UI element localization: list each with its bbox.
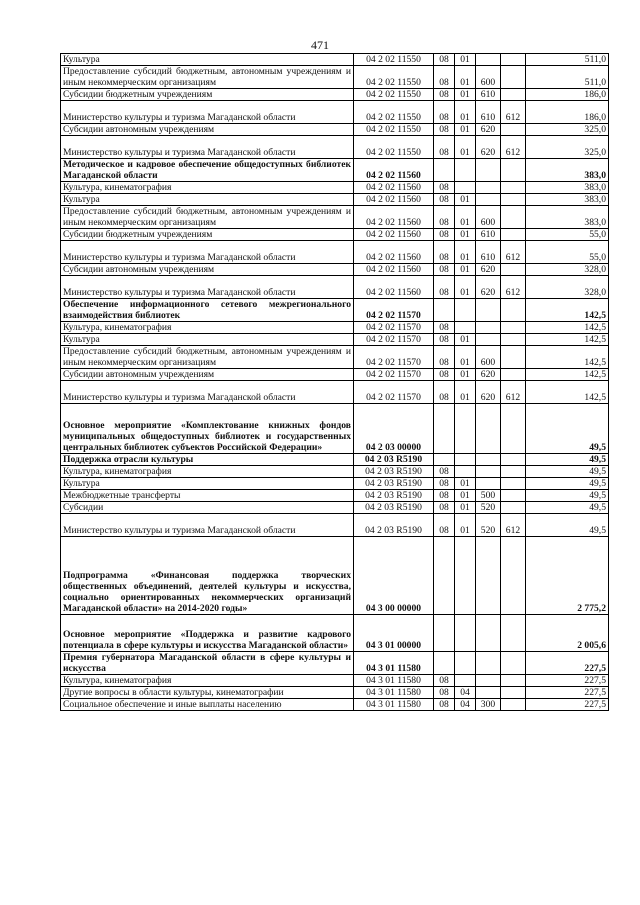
- row-name: Культура, кинематография: [61, 466, 354, 478]
- row-subsection: 01: [455, 101, 476, 124]
- row-code: 04 3 01 11580: [354, 699, 434, 711]
- table-row: [61, 241, 609, 264]
- row-sum: 2 005,6: [526, 615, 609, 652]
- row-subsection: 04: [455, 687, 476, 699]
- table-row: [61, 334, 609, 346]
- row-code: 04 2 02 11550: [354, 66, 434, 89]
- row-ministry-code: [501, 466, 526, 478]
- row-subsection: 01: [455, 264, 476, 276]
- row-code: 04 2 02 11550: [354, 136, 434, 159]
- row-subsection: 04: [455, 699, 476, 711]
- row-expense-type: 620: [476, 264, 501, 276]
- row-subsection: 01: [455, 124, 476, 136]
- row-expense-type: 520: [476, 502, 501, 514]
- row-ministry-code: 612: [501, 136, 526, 159]
- row-ministry-code: [501, 299, 526, 322]
- row-subsection: 01: [455, 54, 476, 66]
- row-section: 08: [434, 381, 455, 404]
- row-name: Министерство культуры и туризма Магаданской области: [61, 101, 354, 124]
- row-sum: 49,5: [526, 514, 609, 537]
- row-ministry-code: [501, 490, 526, 502]
- row-ministry-code: 612: [501, 276, 526, 299]
- row-ministry-code: 612: [501, 514, 526, 537]
- row-section: 08: [434, 264, 455, 276]
- row-sum: 383,0: [526, 182, 609, 194]
- row-section: 08: [434, 490, 455, 502]
- row-subsection: [455, 537, 476, 615]
- row-section: 08: [434, 182, 455, 194]
- row-code: 04 2 02 11570: [354, 322, 434, 334]
- row-expense-type: [476, 404, 501, 454]
- row-name: Субсидии: [61, 502, 354, 514]
- row-subsection: [455, 652, 476, 675]
- table-row: [61, 502, 609, 514]
- row-name: Поддержка отрасли культуры: [61, 454, 354, 466]
- row-section: 08: [434, 241, 455, 264]
- row-code: 04 3 01 11580: [354, 652, 434, 675]
- row-expense-type: 620: [476, 124, 501, 136]
- table-row: [61, 699, 609, 711]
- table-row: [61, 136, 609, 159]
- row-sum: 227,5: [526, 687, 609, 699]
- row-code: 04 2 02 11560: [354, 182, 434, 194]
- row-ministry-code: [501, 54, 526, 66]
- row-expense-type: [476, 675, 501, 687]
- row-name: Субсидии автономным учреждениям: [61, 264, 354, 276]
- table-row: [61, 687, 609, 699]
- row-ministry-code: [501, 182, 526, 194]
- row-sum: 55,0: [526, 241, 609, 264]
- row-name: Подпрограмма «Финансовая поддержка творческих общественных объединений, деятелей культуры и искусства, социально ориентированных некоммерческих организаций Магаданской области» на 2014-2020 годы»: [61, 537, 354, 615]
- table-row: [61, 381, 609, 404]
- row-sum: 49,5: [526, 490, 609, 502]
- row-code: 04 2 02 11560: [354, 264, 434, 276]
- row-expense-type: [476, 687, 501, 699]
- row-sum: 49,5: [526, 502, 609, 514]
- row-code: 04 2 03 R5190: [354, 490, 434, 502]
- row-code: 04 3 01 00000: [354, 615, 434, 652]
- table-row: [61, 404, 609, 454]
- row-section: 08: [434, 54, 455, 66]
- row-subsection: 01: [455, 346, 476, 369]
- row-sum: 328,0: [526, 276, 609, 299]
- row-name: Премия губернатора Магаданской области в сфере культуры и искусства: [61, 652, 354, 675]
- row-ministry-code: [501, 66, 526, 89]
- row-ministry-code: [501, 264, 526, 276]
- row-code: 04 2 02 11560: [354, 276, 434, 299]
- row-code: 04 2 02 11550: [354, 54, 434, 66]
- row-expense-type: 600: [476, 66, 501, 89]
- row-expense-type: 520: [476, 514, 501, 537]
- row-sum: 49,5: [526, 466, 609, 478]
- row-section: 08: [434, 276, 455, 299]
- row-expense-type: 620: [476, 276, 501, 299]
- row-ministry-code: [501, 89, 526, 101]
- row-sum: 325,0: [526, 124, 609, 136]
- row-ministry-code: [501, 404, 526, 454]
- row-subsection: 01: [455, 66, 476, 89]
- row-subsection: 01: [455, 478, 476, 490]
- row-expense-type: 600: [476, 206, 501, 229]
- row-section: 08: [434, 206, 455, 229]
- row-sum: 142,5: [526, 299, 609, 322]
- row-section: 08: [434, 514, 455, 537]
- row-expense-type: 610: [476, 101, 501, 124]
- row-expense-type: [476, 537, 501, 615]
- row-code: 04 2 02 11560: [354, 241, 434, 264]
- row-name: Основное мероприятие «Поддержка и развитие кадрового потенциала в сфере культуры и искусства Магаданской области»: [61, 615, 354, 652]
- row-subsection: [455, 322, 476, 334]
- row-sum: 227,5: [526, 675, 609, 687]
- table-row: [61, 66, 609, 89]
- row-sum: 227,5: [526, 652, 609, 675]
- row-sum: 383,0: [526, 194, 609, 206]
- row-subsection: 01: [455, 136, 476, 159]
- row-sum: 186,0: [526, 101, 609, 124]
- table-row: [61, 54, 609, 66]
- row-section: [434, 537, 455, 615]
- table-row: [61, 346, 609, 369]
- row-sum: 186,0: [526, 89, 609, 101]
- row-section: [434, 652, 455, 675]
- row-section: 08: [434, 66, 455, 89]
- row-ministry-code: [501, 206, 526, 229]
- row-name: Субсидии автономным учреждениям: [61, 124, 354, 136]
- row-section: 08: [434, 502, 455, 514]
- table-row: [61, 206, 609, 229]
- budget-table: [60, 53, 609, 711]
- row-subsection: [455, 615, 476, 652]
- table-row: [61, 264, 609, 276]
- row-subsection: [455, 182, 476, 194]
- table-row: [61, 276, 609, 299]
- row-ministry-code: [501, 478, 526, 490]
- row-expense-type: [476, 159, 501, 182]
- row-expense-type: 610: [476, 89, 501, 101]
- row-subsection: 01: [455, 276, 476, 299]
- row-section: 08: [434, 229, 455, 241]
- row-expense-type: 300: [476, 699, 501, 711]
- row-section: 08: [434, 322, 455, 334]
- row-name: Министерство культуры и туризма Магаданской области: [61, 381, 354, 404]
- row-ministry-code: 612: [501, 381, 526, 404]
- row-code: 04 2 02 11570: [354, 346, 434, 369]
- row-name: Субсидии бюджетным учреждениям: [61, 89, 354, 101]
- row-name: Культура: [61, 194, 354, 206]
- row-name: Предоставление субсидий бюджетным, автономным учреждениям и иным некоммерческим организациям: [61, 66, 354, 89]
- row-name: Культура, кинематография: [61, 675, 354, 687]
- row-sum: 142,5: [526, 369, 609, 381]
- row-section: 08: [434, 89, 455, 101]
- row-expense-type: [476, 478, 501, 490]
- row-ministry-code: [501, 334, 526, 346]
- table-row: [61, 229, 609, 241]
- row-expense-type: [476, 182, 501, 194]
- row-code: 04 2 02 11570: [354, 299, 434, 322]
- row-name: Министерство культуры и туризма Магаданской области: [61, 241, 354, 264]
- row-name: Министерство культуры и туризма Магаданской области: [61, 514, 354, 537]
- row-subsection: 01: [455, 514, 476, 537]
- row-ministry-code: [501, 159, 526, 182]
- row-section: 08: [434, 675, 455, 687]
- row-section: [434, 299, 455, 322]
- row-code: 04 2 02 11560: [354, 206, 434, 229]
- table-row: [61, 101, 609, 124]
- row-ministry-code: [501, 194, 526, 206]
- row-sum: 49,5: [526, 454, 609, 466]
- row-expense-type: [476, 454, 501, 466]
- row-subsection: 01: [455, 89, 476, 101]
- row-expense-type: 610: [476, 241, 501, 264]
- table-row: [61, 466, 609, 478]
- row-subsection: 01: [455, 206, 476, 229]
- table-row: [61, 299, 609, 322]
- row-code: 04 3 00 00000: [354, 537, 434, 615]
- row-expense-type: [476, 334, 501, 346]
- row-code: 04 3 01 11580: [354, 675, 434, 687]
- table-row: [61, 159, 609, 182]
- row-sum: 328,0: [526, 264, 609, 276]
- row-section: [434, 404, 455, 454]
- table-row: [61, 490, 609, 502]
- row-expense-type: 620: [476, 381, 501, 404]
- row-name: Субсидии автономным учреждениям: [61, 369, 354, 381]
- row-name: Предоставление субсидий бюджетным, автономным учреждениям и иным некоммерческим организациям: [61, 346, 354, 369]
- row-sum: 325,0: [526, 136, 609, 159]
- row-ministry-code: [501, 699, 526, 711]
- row-code: 04 2 03 R5190: [354, 514, 434, 537]
- row-sum: 55,0: [526, 229, 609, 241]
- row-ministry-code: [501, 675, 526, 687]
- row-sum: 383,0: [526, 206, 609, 229]
- row-subsection: 01: [455, 381, 476, 404]
- row-ministry-code: 612: [501, 101, 526, 124]
- row-section: 08: [434, 136, 455, 159]
- row-sum: 49,5: [526, 478, 609, 490]
- table-row: [61, 182, 609, 194]
- row-expense-type: 620: [476, 136, 501, 159]
- table-row: [61, 454, 609, 466]
- row-expense-type: [476, 194, 501, 206]
- row-sum: 142,5: [526, 381, 609, 404]
- row-ministry-code: [501, 124, 526, 136]
- row-section: 08: [434, 699, 455, 711]
- row-expense-type: [476, 466, 501, 478]
- row-section: 08: [434, 334, 455, 346]
- row-subsection: [455, 675, 476, 687]
- row-name: Министерство культуры и туризма Магаданской области: [61, 276, 354, 299]
- row-sum: 227,5: [526, 699, 609, 711]
- row-expense-type: 500: [476, 490, 501, 502]
- row-section: 08: [434, 346, 455, 369]
- row-ministry-code: 612: [501, 241, 526, 264]
- row-code: 04 2 02 11550: [354, 124, 434, 136]
- table-row: [61, 124, 609, 136]
- row-sum: 2 775,2: [526, 537, 609, 615]
- row-code: 04 2 03 R5190: [354, 478, 434, 490]
- row-name: Культура, кинематография: [61, 322, 354, 334]
- table-row: [61, 478, 609, 490]
- row-code: 04 2 02 11570: [354, 369, 434, 381]
- row-section: 08: [434, 194, 455, 206]
- row-expense-type: [476, 615, 501, 652]
- row-code: 04 2 02 11560: [354, 159, 434, 182]
- row-section: [434, 454, 455, 466]
- row-ministry-code: [501, 537, 526, 615]
- table-row: [61, 675, 609, 687]
- row-section: 08: [434, 687, 455, 699]
- row-name: Межбюджетные трансферты: [61, 490, 354, 502]
- row-section: 08: [434, 466, 455, 478]
- row-sum: 511,0: [526, 66, 609, 89]
- row-name: Культура: [61, 54, 354, 66]
- row-ministry-code: [501, 322, 526, 334]
- row-expense-type: [476, 322, 501, 334]
- table-row: [61, 537, 609, 615]
- row-subsection: [455, 454, 476, 466]
- table-row: [61, 514, 609, 537]
- row-ministry-code: [501, 229, 526, 241]
- row-code: 04 2 03 R5190: [354, 454, 434, 466]
- row-ministry-code: [501, 652, 526, 675]
- row-code: 04 2 03 00000: [354, 404, 434, 454]
- row-subsection: 01: [455, 502, 476, 514]
- row-subsection: 01: [455, 369, 476, 381]
- row-ministry-code: [501, 687, 526, 699]
- row-subsection: 01: [455, 229, 476, 241]
- row-code: 04 2 02 11560: [354, 194, 434, 206]
- row-ministry-code: [501, 346, 526, 369]
- row-name: Обеспечение информационного сетевого межрегионального взаимодействия библиотек: [61, 299, 354, 322]
- row-subsection: 01: [455, 241, 476, 264]
- row-section: 08: [434, 124, 455, 136]
- row-section: [434, 159, 455, 182]
- row-subsection: [455, 159, 476, 182]
- row-section: 08: [434, 101, 455, 124]
- row-section: 08: [434, 369, 455, 381]
- row-expense-type: 620: [476, 369, 501, 381]
- row-expense-type: [476, 54, 501, 66]
- row-code: 04 2 02 11570: [354, 334, 434, 346]
- row-sum: 142,5: [526, 322, 609, 334]
- row-code: 04 2 03 R5190: [354, 466, 434, 478]
- row-name: Культура: [61, 334, 354, 346]
- row-section: [434, 615, 455, 652]
- row-code: 04 2 02 11560: [354, 229, 434, 241]
- row-expense-type: 600: [476, 346, 501, 369]
- table-row: [61, 194, 609, 206]
- row-name: Основное мероприятие «Комплектование книжных фондов муниципальных общедоступных библиотек и государственных центральных библиотек субъектов Российской Федерации»: [61, 404, 354, 454]
- row-section: 08: [434, 478, 455, 490]
- row-name: Субсидии бюджетным учреждениям: [61, 229, 354, 241]
- row-subsection: 01: [455, 490, 476, 502]
- row-subsection: [455, 466, 476, 478]
- row-subsection: [455, 299, 476, 322]
- row-ministry-code: [501, 615, 526, 652]
- row-subsection: 01: [455, 194, 476, 206]
- row-code: 04 2 03 R5190: [354, 502, 434, 514]
- row-subsection: 01: [455, 334, 476, 346]
- row-sum: 511,0: [526, 54, 609, 66]
- row-sum: 142,5: [526, 346, 609, 369]
- table-row: [61, 652, 609, 675]
- row-code: 04 2 02 11550: [354, 101, 434, 124]
- table-row: [61, 615, 609, 652]
- row-code: 04 3 01 11580: [354, 687, 434, 699]
- row-ministry-code: [501, 502, 526, 514]
- row-expense-type: 610: [476, 229, 501, 241]
- table-row: [61, 369, 609, 381]
- row-ministry-code: [501, 454, 526, 466]
- row-expense-type: [476, 652, 501, 675]
- row-name: Министерство культуры и туризма Магаданской области: [61, 136, 354, 159]
- page-number: 471: [311, 38, 329, 52]
- row-name: Культура, кинематография: [61, 182, 354, 194]
- row-code: 04 2 02 11570: [354, 381, 434, 404]
- row-name: Социальное обеспечение и иные выплаты населению: [61, 699, 354, 711]
- row-name: Культура: [61, 478, 354, 490]
- row-code: 04 2 02 11550: [354, 89, 434, 101]
- row-sum: 142,5: [526, 334, 609, 346]
- table-row: [61, 89, 609, 101]
- row-name: Предоставление субсидий бюджетным, автономным учреждениям и иным некоммерческим организациям: [61, 206, 354, 229]
- row-sum: 49,5: [526, 404, 609, 454]
- row-sum: 383,0: [526, 159, 609, 182]
- row-name: Другие вопросы в области культуры, кинематографии: [61, 687, 354, 699]
- row-ministry-code: [501, 369, 526, 381]
- table-row: [61, 322, 609, 334]
- row-name: Методическое и кадровое обеспечение общедоступных библиотек Магаданской области: [61, 159, 354, 182]
- row-expense-type: [476, 299, 501, 322]
- row-subsection: [455, 404, 476, 454]
